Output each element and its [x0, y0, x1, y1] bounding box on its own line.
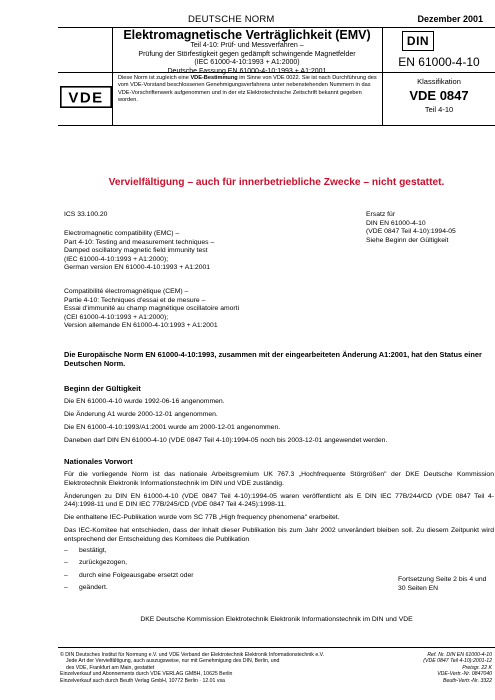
vde-notice-after: im Sinne von VDE 0022. Sie ist nach Durchführung des vom VDE-Vorstand beschlossenen Genehmigungsverfahrens unter nebenstehenden Nummern in das VDE-Vorschriftenwerk aufgenommen und in der etz Elektrotechnische Zeitschrift bekannt gegeben worden.	[118, 75, 377, 103]
list-item	[64, 547, 364, 559]
english-title-line-4: (IEC 61000-4-10:1993 + A1:2000);	[64, 255, 169, 263]
classification-block	[384, 77, 494, 114]
validity-heading: Beginn der Gültigkeit	[64, 384, 141, 393]
english-title-line-3: Damped oscillatory magnetic field immunity test	[64, 247, 208, 255]
list-dash: –	[64, 571, 68, 579]
foreword-paragraph-3: Die enthaltene IEC-Publikation wurde vom SC 77B „High frequency phenomena" erarbeitet.	[64, 514, 340, 522]
footer-ref-line-5: Beuth-Vertr.-Nr. 3322	[442, 677, 492, 684]
replacement-block	[366, 211, 456, 245]
foreword-list	[64, 547, 364, 597]
subtitle-line-3: (IEC 61000-4-10:1993 + A1:2000)	[194, 59, 300, 66]
continuation-note: Fortsetzung Seite 2 bis 4 und 30 Seiten EN	[398, 576, 487, 592]
french-title-line-5: Version allemande EN 61000-4-10:1993 + A1:2001	[64, 322, 218, 330]
list-item-text: zurückgezogen,	[79, 559, 127, 567]
footer-ref-line-1: Ref. Nr. DIN EN 61000-4-10	[427, 652, 492, 658]
list-dash: –	[64, 559, 68, 567]
french-title-line-1: Compatibilité électromagnétique (CEM) –	[64, 288, 189, 295]
french-title-line-4: (CEI 61000-4-10:1993 + A1:2000);	[64, 313, 169, 321]
classification-vde-number: VDE 0847	[409, 88, 469, 103]
vde-notice-bold: VDE-Bestimmung	[190, 75, 238, 81]
subtitle-line-2: Prüfung der Störfestigkeit gegen gedämpft schwingende Magnetfelder	[138, 50, 356, 58]
vde-logo	[60, 86, 112, 108]
footer-line-5: Einzelverkauf auch durch Beuth Verlag GmbH, 10772 Berlin · 12.01 vsa	[60, 677, 225, 684]
validity-line-1: Die EN 61000-4-10 wurde 1992-06-16 angenommen.	[64, 398, 225, 405]
din-number: EN 61000-4-10	[398, 55, 480, 69]
dke-line: DKE Deutsche Kommission Elektrotechnik Elektronik Informationstechnik im DIN und VDE	[140, 616, 413, 623]
french-title-line-3: Essai d'immunité au champ magnétique oscillatoire amorti	[64, 305, 240, 313]
footer-reference	[392, 652, 492, 684]
french-title-line-2: Partie 4-10: Techniques d'essai et de mesure –	[64, 296, 206, 304]
subtitle-line-1: Teil 4-10: Prüf- und Messverfahren –	[190, 42, 304, 49]
footer-line-3: des VDE, Frankfurt am Main, gestattet	[66, 664, 155, 671]
validity-line-2: Die Änderung A1 wurde 2000-12-01 angenommen.	[64, 411, 218, 418]
rule-title-right	[382, 27, 383, 72]
footer-line-2: Jede Art der Vervielfältigung, auch auszugsweise, nur mit Genehmigung des DIN, Berlin, und	[66, 658, 280, 665]
foreword-paragraph-4: Das IEC-Komitee hat entschieden, dass der Inhalt dieser Publikation bis zum Jahr 2002 unverändert bleiben soll. Zu diesem Zeitpunkt wird entsprechend der Entscheidung des Komitees die Publikation	[64, 527, 494, 543]
list-dash: –	[64, 584, 68, 592]
english-title-block	[64, 230, 364, 273]
rule-vde-right	[382, 72, 383, 125]
replacement-line-2: DIN EN 61000-4-10	[366, 219, 426, 227]
document-title: Elektromagnetische Verträglichkeit (EMV)	[123, 28, 371, 42]
foreword-paragraph-1: Für die vorliegende Norm ist das nationale Arbeitsgremium UK 767.3 „Hochfrequente Störgrößen" der DKE Deutsche Kommission Elektrotechnik Elektronik Informationstechnik im DIN und VDE zuständig.	[64, 471, 494, 487]
din-logo: DIN	[402, 31, 434, 51]
english-title-line-2: Part 4-10: Testing and measurement techniques –	[64, 238, 215, 246]
list-dash: –	[64, 547, 68, 554]
list-item-text: bestätigt,	[79, 547, 107, 554]
list-item-text: durch eine Folgeausgabe ersetzt oder	[79, 571, 194, 579]
footer-ref-line-4: VDE-Vertr.-Nr. 0847040	[437, 671, 492, 678]
classification-label: Klassifikation	[417, 77, 461, 86]
replacement-line-1: Ersatz für	[366, 211, 396, 218]
english-title-line-5: German version EN 61000-4-10:1993 + A1:2001	[64, 264, 211, 272]
publication-date: Dezember 2001	[417, 14, 483, 24]
footer-copyright	[60, 652, 390, 684]
vde-logo-mark	[60, 86, 112, 108]
footer-line-4: Einzelverkauf und Abonnements durch VDE VERLAG GMBH, 10625 Berlin	[60, 671, 233, 678]
copy-warning: Vervielfältigung – auch für innerbetriebliche Zwecke – nicht gestattet.	[108, 177, 445, 188]
replacement-line-4: Siehe Beginn der Gültigkeit	[366, 236, 449, 244]
list-item	[64, 572, 364, 584]
rule-vde-bottom	[58, 125, 495, 126]
validity-line-4: Daneben darf DIN EN 61000-4-10 (VDE 0847 Teil 4-10):1994-05 noch bis 2003-12-01 angewendet werden.	[64, 437, 388, 444]
replacement-line-3: (VDE 0847 Teil 4-10):1994-05	[366, 228, 456, 236]
header-strip	[58, 14, 495, 27]
ics-code: ICS 33.100.20	[64, 211, 108, 218]
list-item-text: geändert.	[79, 584, 108, 592]
rule-footer-top	[58, 647, 495, 648]
vde-notice	[118, 75, 380, 104]
rule-vde-left	[112, 72, 113, 125]
english-title-line-1: Electromagnetic compatibility (EMC) –	[64, 230, 180, 237]
subtitle-line-4: Deutsche Fassung EN 61000-4-10:1993 + A1:2001	[167, 67, 327, 75]
foreword-paragraph-2: Änderungen zu DIN EN 61000-4-10 (VDE 0847 Teil 4-10):1994-05 waren veröffentlicht als E DIN IEC 77B/244/CD (VDE 0847 Teil 4-244):1998-11 und E DIN IEC 77B/245/CD (VDE 0847 Teil 4-245):1998-11.	[64, 492, 494, 509]
footer-line-1: © DIN Deutsches Institut für Normung e.V. und VDE Verband der Elektrotechnik Elektronik Informationstechnik e.V.	[60, 652, 325, 658]
foreword-body	[64, 471, 494, 549]
classification-teil: Teil 4-10	[424, 105, 454, 114]
norm-kind: DEUTSCHE NORM	[188, 14, 275, 25]
list-item	[64, 584, 364, 596]
foreword-heading: Nationales Vorwort	[64, 457, 133, 466]
validity-line-3: Die EN 61000-4-10:1993/A1:2001 wurde am 2000-12-01 angenommen.	[64, 424, 281, 431]
footer-ref-line-3: Preisgr. 22 K	[462, 664, 492, 671]
footer-ref-line-2: (VDE 0847 Teil 4-10):2001-12	[423, 658, 492, 665]
vde-notice-before: Diese Norm ist zugleich eine	[118, 75, 191, 81]
french-title-block	[64, 288, 364, 331]
list-item	[64, 559, 364, 571]
title-block	[113, 27, 381, 76]
vde-logo-text: VDE	[68, 89, 104, 107]
status-statement: Die Europäische Norm EN 61000-4-10:1993, zusammen mit der eingearbeiteten Änderung A1:2001, hat den Status einer Deutschen Norm.	[64, 350, 482, 369]
